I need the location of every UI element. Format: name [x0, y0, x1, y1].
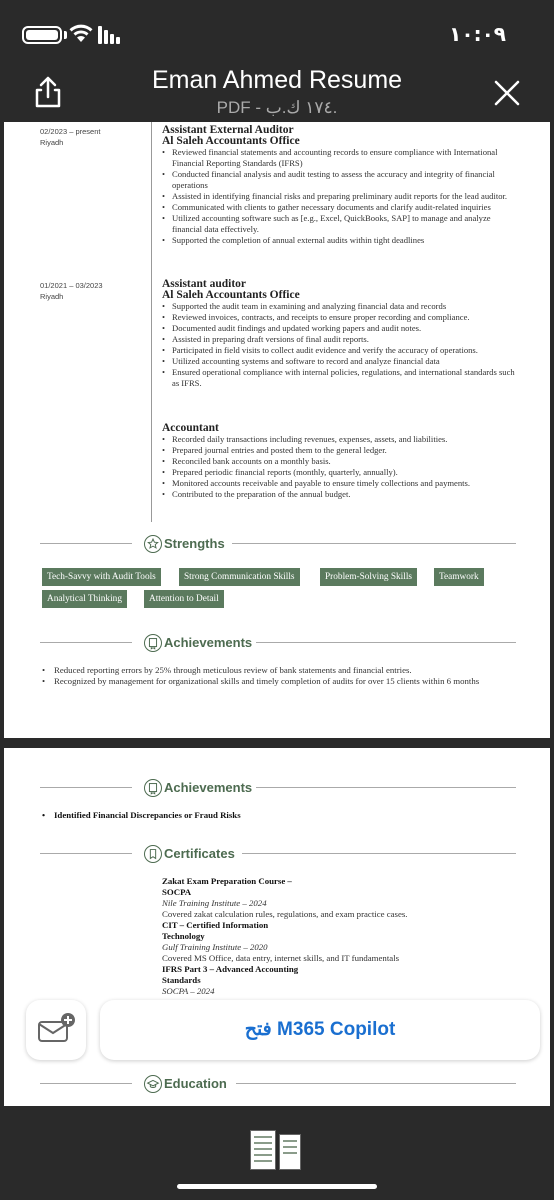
job-entry — [162, 279, 522, 389]
list-item: • Prepared periodic financial reports (monthly, quarterly, annually). — [162, 467, 522, 478]
job-title: Accountant — [162, 422, 219, 434]
certificate-name: Zakat Exam Preparation Course – — [162, 876, 292, 886]
certificate-name: Standards — [162, 975, 201, 985]
star-icon — [144, 535, 162, 553]
document-subtitle: PDF - ١٧٤ ك.ب. — [216, 98, 338, 117]
job-location: Riyadh — [40, 292, 64, 301]
section-title: Achievements — [164, 635, 253, 650]
certificate-issuer: Gulf Training Institute – 2020 — [162, 942, 268, 952]
list-item: • Utilized accounting systems and software to record and analyze financial data — [162, 356, 522, 367]
achievements-section-header — [40, 778, 516, 798]
new-mail-button[interactable] — [26, 1000, 86, 1060]
page-thumbnail[interactable] — [279, 1134, 301, 1170]
job-meta — [40, 126, 100, 148]
list-item: • Monitored accounts receivable and payable to ensure timely collections and payments. — [162, 478, 522, 489]
wifi-icon — [68, 22, 94, 44]
achievements-section-header — [40, 633, 516, 653]
list-item: • Assisted in preparing draft versions of final audit reports. — [162, 334, 522, 345]
strength-tag: Attention to Detail — [144, 590, 224, 608]
graduation-cap-icon — [144, 1075, 162, 1093]
list-item: • Prepared journal entries and posted them to the general ledger. — [162, 445, 522, 456]
strength-tag: Problem-Solving Skills — [320, 568, 417, 586]
page-thumbnail[interactable] — [250, 1130, 276, 1170]
job-entry — [162, 423, 522, 500]
list-item: • Assisted in identifying financial risks and preparing preliminary audit reports for the lead auditor. — [162, 191, 522, 202]
certificates-section-header — [40, 844, 516, 864]
strengths-section-header — [40, 534, 516, 554]
resume-page-1 — [4, 122, 550, 738]
job-title: Assistant auditor — [162, 278, 247, 290]
timeline-line — [151, 122, 152, 522]
list-item: • Supported the audit team in examining and analyzing financial data and records — [162, 301, 522, 312]
home-indicator[interactable] — [177, 1184, 377, 1189]
job-company: Al Saleh Accountants Office — [162, 135, 300, 147]
strength-tag: Teamwork — [434, 568, 484, 586]
section-title: Education — [164, 1076, 227, 1091]
certificate-desc: Covered zakat calculation rules, regulations, and exam practice cases. — [162, 909, 408, 919]
status-time: ١٠:٠٩ — [449, 22, 506, 46]
certificate-icon — [144, 845, 162, 863]
section-title: Achievements — [164, 780, 253, 795]
close-icon[interactable] — [492, 78, 522, 108]
list-item: • Participated in field visits to collect audit evidence and verify the accuracy of operations. — [162, 345, 522, 356]
section-title: Certificates — [164, 846, 235, 861]
job-title: Assistant External Auditor — [162, 124, 294, 136]
achievements-list — [40, 810, 510, 821]
strength-tag: Strong Communication Skills — [179, 568, 300, 586]
status-bar — [0, 22, 554, 46]
list-item: • Reduced reporting errors by 25% through meticulous review of bank statements and financial entries. — [40, 665, 510, 676]
award-icon — [144, 634, 162, 652]
job-bullets — [162, 147, 522, 246]
certificate-name: CIT – Certified Information — [162, 920, 269, 930]
certificate-issuer: SOCPA – 2024 — [162, 986, 215, 996]
top-bar — [0, 0, 554, 122]
job-entry — [162, 125, 522, 246]
certificate-desc: Covered MS Office, data entry, internet skills, and IT fundamentals — [162, 953, 400, 963]
list-item: • Reconciled bank accounts on a monthly basis. — [162, 456, 522, 467]
list-item: • Conducted financial analysis and audit testing to assess the accuracy and integrity of financial operations — [162, 169, 522, 191]
list-item: • Ensured operational compliance with internal policies, regulations, and international standards such as IFRS. — [162, 367, 522, 389]
strength-tag: Analytical Thinking — [42, 590, 127, 608]
award-icon — [144, 779, 162, 797]
list-item: • Communicated with clients to gather necessary documents and clarify audit-related inquiries — [162, 202, 522, 213]
job-bullets — [162, 434, 522, 500]
job-location: Riyadh — [40, 138, 64, 147]
list-item: • Recognized by management for organizational skills and timely completion of audits for over 15 clients within 6 months — [40, 676, 510, 687]
certificate-name: Technology — [162, 931, 205, 941]
list-item: • Supported the completion of annual external audits within tight deadlines — [162, 235, 522, 246]
list-item: • Utilized accounting software such as [e.g., Excel, QuickBooks, SAP] to manage and analyze financial data effectively. — [162, 213, 522, 235]
job-meta — [40, 280, 103, 302]
list-item: • Recorded daily transactions including revenues, expenses, assets, and liabilities. — [162, 434, 522, 445]
strength-tag: Tech-Savvy with Audit Tools — [42, 568, 161, 586]
document-title: Eman Ahmed Resume — [151, 66, 403, 94]
achievements-list — [40, 665, 510, 687]
certificates-list — [162, 876, 462, 997]
certificate-name: IFRS Part 3 – Advanced Accounting — [162, 964, 299, 974]
list-item: • Contributed to the preparation of the annual budget. — [162, 489, 522, 500]
list-item: • Documented audit findings and updated working papers and audit notes. — [162, 323, 522, 334]
certificate-issuer: Nile Training Institute – 2024 — [162, 898, 267, 908]
list-item: • Reviewed invoices, contracts, and receipts to ensure proper recording and compliance. — [162, 312, 522, 323]
education-section-header — [40, 1074, 516, 1094]
cellular-signal-icon — [98, 26, 122, 44]
list-item: • Reviewed financial statements and accounting records to ensure compliance with International Financial Reporting Standards (IFRS) — [162, 147, 522, 169]
job-bullets — [162, 301, 522, 389]
share-icon[interactable] — [28, 72, 68, 112]
list-item: • Identified Financial Discrepancies or Fraud Risks — [40, 810, 510, 821]
job-date: 02/2023 – present — [40, 127, 101, 136]
open-copilot-button[interactable]: فتح M365 Copilot — [100, 1000, 540, 1060]
battery-tip — [64, 31, 67, 39]
battery-icon — [22, 26, 62, 44]
job-date: 01/2021 – 03/2023 — [40, 281, 103, 290]
job-company: Al Saleh Accountants Office — [162, 289, 300, 301]
certificate-name: SOCPA — [162, 887, 192, 897]
mail-plus-icon — [26, 1000, 86, 1060]
section-title: Strengths — [164, 536, 225, 551]
